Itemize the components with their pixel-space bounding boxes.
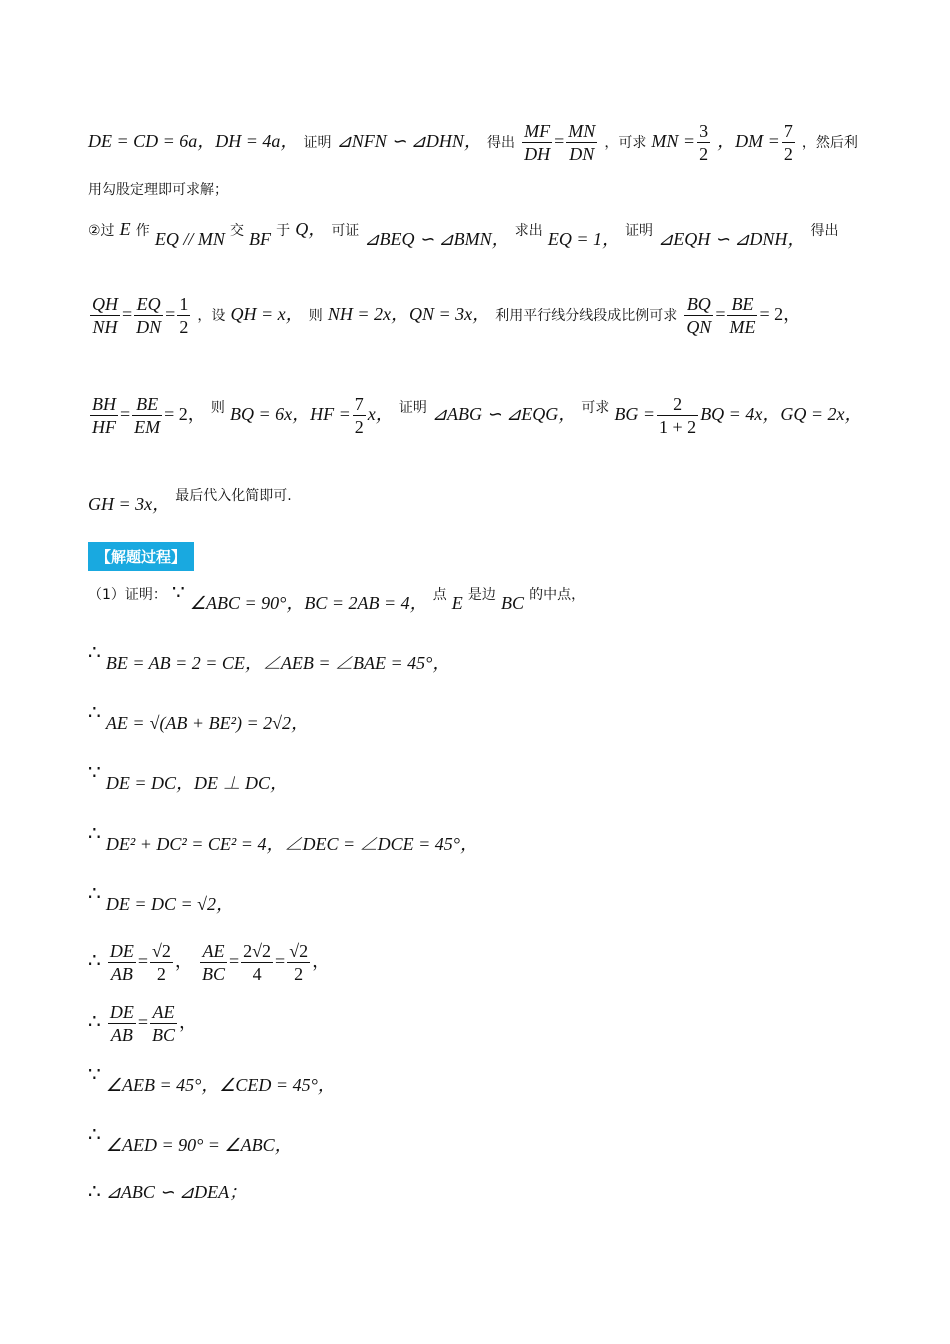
solution-text: ∠AED = 90° = ∠ABC， [105,1135,293,1155]
therefore-symbol: ∴ [88,1122,101,1146]
fraction: $\frac{MF}{DH}$ [524,121,551,164]
fraction: $\frac{EQ}{DN}$ [136,294,162,337]
solution-line-5 [88,823,478,853]
analysis-text: 利用平行线分线段成比例可求 [495,308,678,324]
solution-line-11 [88,1181,247,1201]
fraction: $\frac{BE}{ME}$ [729,294,756,337]
solution-line-7: ∴ $\frac{DE}{AB}$ = $\frac{√2}{2}$ ， $\frac{AE}{BC}$ = $\frac{2√2}{4}$ = $\frac{√2}{2}$ ， [88,941,331,984]
solution-text: √(AB + BE²) = 2√2， [149,713,309,733]
fraction: $\frac{BH}{HF}$ [92,394,116,437]
analysis-text: 得出 [486,135,515,151]
solution-process-badge: 【解题过程】 [88,542,194,571]
analysis-text: NH = 2x，QN = 3x， [327,304,491,324]
fraction: $\frac{DE}{AB}$ [109,1002,134,1045]
therefore-symbol: ∴ [88,881,101,905]
solution-text: BC [500,593,524,613]
analysis-text: 证明 [625,223,654,239]
fraction: $\frac{BE}{EM}$ [134,394,161,437]
analysis-text: ，设 [197,308,226,324]
solution-text: AE = [105,713,145,733]
fraction: $\frac{2√2}{4}$ [243,941,272,984]
fraction: $\frac{7}{2}$ [354,394,364,437]
analysis-text: 证明 [398,400,427,416]
analysis-text: ⊿NFN ∽ ⊿DHN， [336,131,482,151]
solution-text: 点 [432,587,447,603]
analysis-text: ，可求 [604,135,647,151]
analysis-text: ⊿ABG ∽ ⊿EQG， [431,404,577,424]
solution-text: DE² + DC² = CE² = 4，∠DEC = ∠DCE = 45°， [105,834,478,854]
analysis-text: 求出 [514,223,543,239]
analysis-text: ，DM = [717,131,780,151]
fraction: $\frac{AE}{BC}$ [201,941,225,984]
analysis-text: BQ = 6x，HF = [230,404,351,424]
solution-text: E [451,593,463,613]
analysis-text: 得出 [810,223,839,239]
analysis-text: 于 [276,223,291,239]
solution-line-1 [88,582,585,612]
solution-text: （1）证明： [88,587,167,603]
analysis-text: BQ = 4x，GQ = 2x， [700,404,863,424]
analysis-text: BG = [614,404,656,424]
analysis-text: EQ // MN [154,229,225,249]
therefore-symbol: ∴ [88,948,101,972]
analysis-text: 证明 [303,135,332,151]
analysis-text: ②过 [88,223,115,239]
analysis-text: 则 [210,400,225,416]
fraction: $\frac{QH}{NH}$ [92,294,118,337]
analysis-text: GH = 3x， [88,494,171,514]
analysis-line-1: DE = CD = 6a，DH = 4a， 证明 ⊿NFN ∽ ⊿DHN， 得出 $\frac{MF}{DH}$ = $\frac{MN}{DN}$ ，可求 MN = $\frac{3}{2}$ ，DM = $\frac{7}{2}$ ，然后利 [88,121,858,164]
fraction: $\frac{√2}{2}$ [289,941,309,984]
analysis-text: EQ = 1， [547,229,620,249]
therefore-symbol: ∴ [88,640,101,664]
solution-text: DE = DC，DE ⊥ DC， [105,773,288,793]
fraction: $\frac{DE}{AB}$ [109,941,134,984]
analysis-text: BF [249,229,272,249]
because-symbol: ∵ [172,580,185,604]
therefore-symbol: ∴ [88,1179,101,1203]
solution-line-2 [88,642,450,672]
analysis-text: = 2， [759,304,802,324]
analysis-line-4: $\frac{QH}{NH}$ = $\frac{EQ}{DN}$ = $\frac{1}{2}$ ，设 QH = x， 则 NH = 2x，QN = 3x， 利用平行线分线段成比例可求 $\frac{BQ}{QN}$ = $\frac{BE}{ME}$ = 2， [92,294,802,337]
therefore-symbol: ∴ [88,1009,101,1033]
fraction: $\frac{√2}{2}$ [151,941,171,984]
analysis-text: ，然后利 [801,135,858,151]
analysis-line-5: $\frac{BH}{HF}$ = $\frac{BE}{EM}$ = 2， 则 BQ = 6x，HF = $\frac{7}{2}$ x， 证明 ⊿ABG ∽ ⊿EQG， 可求 BG = $\frac{2}{1 + 2}$ BQ = 4x，GQ = 2x， [92,394,863,437]
solution-text: ∠ABC = 90°，BC = 2AB = 4， [189,593,428,613]
solution-line-6 [88,883,234,913]
solution-line-9 [88,1064,336,1094]
solution-text: BE = AB = 2 = CE，∠AEB = ∠BAE = 45°， [105,653,451,673]
analysis-text: Q， [295,219,327,239]
because-symbol: ∵ [88,760,101,784]
solution-text: 的中点， [529,587,586,603]
fraction: $\frac{MN}{DN}$ [568,121,596,164]
therefore-symbol: ∴ [88,700,101,724]
analysis-text: E [119,219,131,239]
analysis-line-2: 用勾股定理即可求解； [88,182,228,198]
fraction: $\frac{1}{2}$ [179,294,189,337]
analysis-line-6 [88,487,292,513]
analysis-text: DE = CD = 6a，DH = 4a， [88,131,299,151]
solution-line-3 [88,702,309,732]
analysis-text: ⊿EQH ∽ ⊿DNH， [658,229,806,249]
fraction: $\frac{3}{2}$ [699,121,709,164]
analysis-text: ⊿BEQ ∽ ⊿BMN， [364,229,510,249]
solution-line-10 [88,1124,293,1154]
analysis-line-3 [88,220,839,248]
solution-line-8: ∴ $\frac{DE}{AB}$ = $\frac{AE}{BC}$ ， [88,1002,197,1045]
analysis-text: 则 [308,308,323,324]
solution-text: ∠AEB = 45°，∠CED = 45°， [105,1075,336,1095]
solution-line-4 [88,762,288,792]
solution-text: ⊿ABC ∽ ⊿DEA； [105,1182,248,1202]
therefore-symbol: ∴ [88,821,101,845]
solution-text: DE = DC = √2， [105,894,234,914]
analysis-text: 可证 [331,223,360,239]
because-symbol: ∵ [88,1062,101,1086]
solution-text: 是边 [467,587,496,603]
fraction: $\frac{BQ}{QN}$ [686,294,712,337]
analysis-text: 最后代入化简即可. [175,488,292,504]
analysis-text: = 2， [164,404,206,424]
analysis-text: 可求 [581,400,610,416]
analysis-text: x， [367,404,394,424]
analysis-text: 交 [229,223,244,239]
analysis-text: QH = x， [230,304,304,324]
analysis-text: 作 [135,223,150,239]
fraction: $\frac{7}{2}$ [783,121,793,164]
analysis-text: MN = [651,131,696,151]
fraction: $\frac{2}{1 + 2}$ [659,394,697,437]
fraction: $\frac{AE}{BC}$ [151,1002,175,1045]
